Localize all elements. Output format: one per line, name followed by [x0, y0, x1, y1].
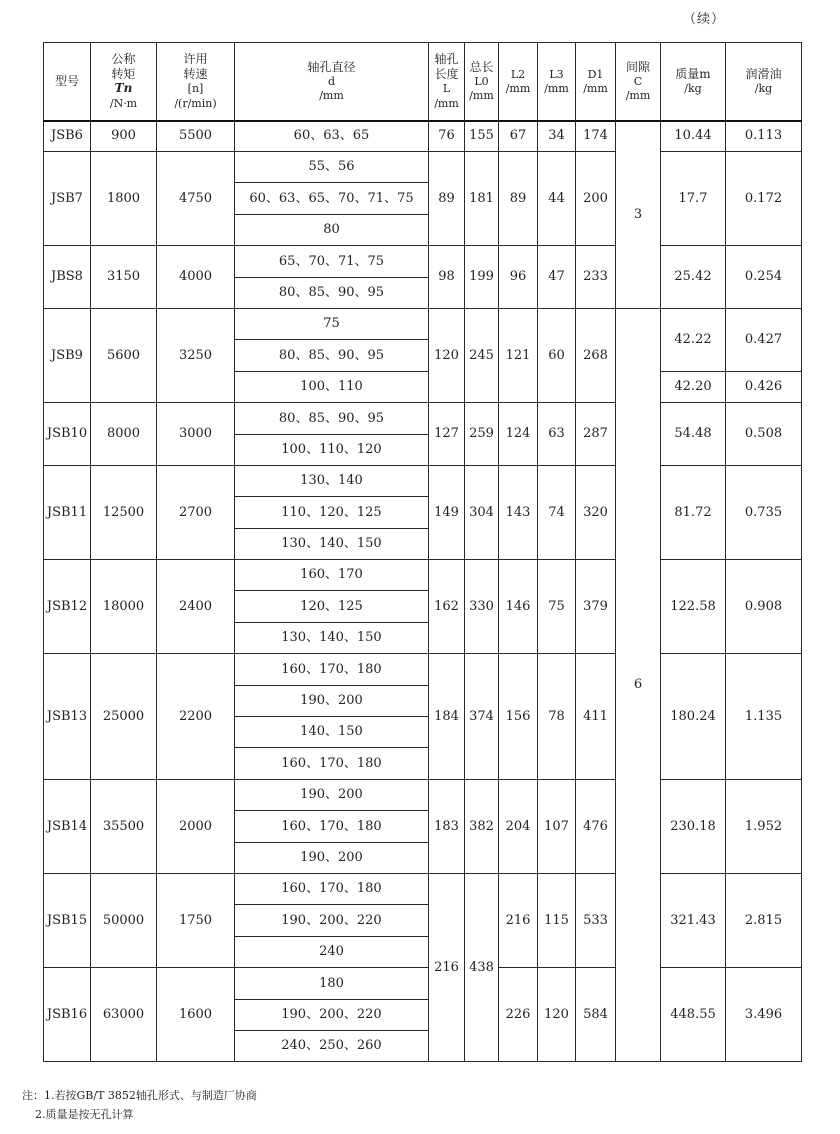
l3-cell: 44 — [538, 152, 576, 246]
continued-label: （续） — [683, 12, 726, 27]
torque-cell: 18000 — [91, 560, 157, 654]
mass-cell: 10.44 — [661, 121, 726, 152]
table-row — [44, 121, 802, 152]
bore-diameter-cell: 75 — [235, 308, 429, 339]
total-length-cell: 199 — [465, 246, 499, 309]
mass-cell: 448.55 — [661, 968, 726, 1062]
mass-cell: 42.20 — [661, 371, 726, 402]
l2-cell: 67 — [499, 121, 538, 152]
torque-cell: 50000 — [91, 873, 157, 967]
gap-cell: 3 — [616, 121, 661, 309]
table-row — [44, 779, 802, 810]
speed-cell: 1750 — [157, 873, 235, 967]
total-length-cell: 438 — [465, 873, 499, 1061]
bore-diameter-cell: 130、140、150 — [235, 528, 429, 559]
speed-cell: 4750 — [157, 152, 235, 246]
l2-cell: 96 — [499, 246, 538, 309]
total-length-cell: 181 — [465, 152, 499, 246]
gap-cell: 6 — [616, 308, 661, 1061]
bore-diameter-cell: 160、170、180 — [235, 654, 429, 685]
oil-cell: 3.496 — [726, 968, 802, 1062]
table-row — [44, 308, 802, 339]
torque-cell: 63000 — [91, 968, 157, 1062]
header-torque: 公称 转矩 Tn /N·m — [91, 43, 157, 121]
speed-cell: 4000 — [157, 246, 235, 309]
total-length-cell: 374 — [465, 654, 499, 780]
model-cell: JBS8 — [44, 246, 91, 309]
header-bore-length: 轴孔 长度 L /mm — [429, 43, 465, 121]
speed-cell: 1600 — [157, 968, 235, 1062]
bore-diameter-cell: 190、200 — [235, 779, 429, 810]
bore-diameter-cell: 180 — [235, 968, 429, 999]
table-row — [44, 246, 802, 277]
model-cell: JSB16 — [44, 968, 91, 1062]
bore-length-cell: 183 — [429, 779, 465, 873]
bore-diameter-cell: 110、120、125 — [235, 497, 429, 528]
l3-cell: 120 — [538, 968, 576, 1062]
speed-cell: 5500 — [157, 121, 235, 152]
total-length-cell: 304 — [465, 465, 499, 559]
bore-diameter-cell: 160、170、180 — [235, 873, 429, 904]
oil-cell: 0.426 — [726, 371, 802, 402]
oil-cell: 0.113 — [726, 121, 802, 152]
header-mass: 质量m /kg — [661, 43, 726, 121]
table-row — [44, 654, 802, 685]
d1-cell: 476 — [576, 779, 616, 873]
header-row — [44, 43, 802, 121]
coupling-spec-table — [43, 42, 802, 1062]
d1-cell: 411 — [576, 654, 616, 780]
table-row — [44, 403, 802, 434]
mass-cell: 54.48 — [661, 403, 726, 466]
torque-cell: 35500 — [91, 779, 157, 873]
header-bore-diameter: 轴孔直径 d /mm — [235, 43, 429, 121]
l2-cell: 143 — [499, 465, 538, 559]
bore-diameter-cell: 160、170、180 — [235, 748, 429, 779]
l2-cell: 226 — [499, 968, 538, 1062]
bore-diameter-cell: 240 — [235, 936, 429, 967]
bore-diameter-cell: 130、140 — [235, 465, 429, 496]
d1-cell: 320 — [576, 465, 616, 559]
bore-length-cell: 216 — [429, 873, 465, 1061]
l3-cell: 75 — [538, 560, 576, 654]
oil-cell: 1.952 — [726, 779, 802, 873]
model-cell: JSB10 — [44, 403, 91, 466]
bore-diameter-cell: 160、170 — [235, 560, 429, 591]
oil-cell: 0.254 — [726, 246, 802, 309]
oil-cell: 1.135 — [726, 654, 802, 780]
bore-length-cell: 76 — [429, 121, 465, 152]
table-row — [44, 968, 802, 999]
bore-diameter-cell: 190、200 — [235, 842, 429, 873]
bore-diameter-cell: 190、200 — [235, 685, 429, 716]
l2-cell: 89 — [499, 152, 538, 246]
model-cell: JSB7 — [44, 152, 91, 246]
table-row — [44, 873, 802, 904]
l3-cell: 47 — [538, 246, 576, 309]
header-l2: L2 /mm — [499, 43, 538, 121]
total-length-cell: 330 — [465, 560, 499, 654]
oil-cell: 0.427 — [726, 308, 802, 371]
bore-diameter-cell: 55、56 — [235, 152, 429, 183]
bore-diameter-cell: 80、85、90、95 — [235, 403, 429, 434]
oil-cell: 0.908 — [726, 560, 802, 654]
l3-cell: 60 — [538, 308, 576, 402]
header-total-length: 总长 L0 /mm — [465, 43, 499, 121]
model-cell: JSB9 — [44, 308, 91, 402]
mass-cell: 81.72 — [661, 465, 726, 559]
l2-cell: 124 — [499, 403, 538, 466]
l2-cell: 216 — [499, 873, 538, 967]
bore-length-cell: 89 — [429, 152, 465, 246]
bore-diameter-cell: 80 — [235, 214, 429, 245]
model-cell: JSB15 — [44, 873, 91, 967]
header-gap: 间隙 C /mm — [616, 43, 661, 121]
bore-diameter-cell: 190、200、220 — [235, 999, 429, 1030]
torque-cell: 1800 — [91, 152, 157, 246]
mass-cell: 17.7 — [661, 152, 726, 246]
bore-diameter-cell: 190、200、220 — [235, 905, 429, 936]
speed-cell: 2000 — [157, 779, 235, 873]
l2-cell: 121 — [499, 308, 538, 402]
d1-cell: 584 — [576, 968, 616, 1062]
bore-diameter-cell: 160、170、180 — [235, 811, 429, 842]
bore-diameter-cell: 60、63、65 — [235, 121, 429, 152]
torque-cell: 8000 — [91, 403, 157, 466]
bore-length-cell: 120 — [429, 308, 465, 402]
oil-cell: 0.735 — [726, 465, 802, 559]
total-length-cell: 245 — [465, 308, 499, 402]
header-l3: L3 /mm — [538, 43, 576, 121]
torque-cell: 12500 — [91, 465, 157, 559]
l2-cell: 146 — [499, 560, 538, 654]
bore-length-cell: 184 — [429, 654, 465, 780]
model-cell: JSB12 — [44, 560, 91, 654]
l3-cell: 107 — [538, 779, 576, 873]
model-cell: JSB13 — [44, 654, 91, 780]
model-cell: JSB14 — [44, 779, 91, 873]
model-cell: JSB11 — [44, 465, 91, 559]
d1-cell: 233 — [576, 246, 616, 309]
l3-cell: 63 — [538, 403, 576, 466]
l3-cell: 74 — [538, 465, 576, 559]
d1-cell: 200 — [576, 152, 616, 246]
bore-length-cell: 149 — [429, 465, 465, 559]
table-row — [44, 560, 802, 591]
bore-diameter-cell: 240、250、260 — [235, 1030, 429, 1061]
bore-length-cell: 127 — [429, 403, 465, 466]
bore-diameter-cell: 80、85、90、95 — [235, 277, 429, 308]
oil-cell: 0.508 — [726, 403, 802, 466]
header-speed: 许用 转速 [n] /(r/min) — [157, 43, 235, 121]
d1-cell: 174 — [576, 121, 616, 152]
speed-cell: 2400 — [157, 560, 235, 654]
torque-cell: 25000 — [91, 654, 157, 780]
footnotes — [22, 1086, 257, 1124]
mass-cell: 42.22 — [661, 308, 726, 371]
mass-cell: 180.24 — [661, 654, 726, 780]
total-length-cell: 155 — [465, 121, 499, 152]
l2-cell: 156 — [499, 654, 538, 780]
note-2: 2.质量是按无孔计算 — [35, 1108, 134, 1121]
header-oil: 润滑油 /kg — [726, 43, 802, 121]
torque-cell: 900 — [91, 121, 157, 152]
bore-diameter-cell: 120、125 — [235, 591, 429, 622]
l3-cell: 115 — [538, 873, 576, 967]
l3-cell: 34 — [538, 121, 576, 152]
speed-cell: 3000 — [157, 403, 235, 466]
bore-diameter-cell: 100、110、120 — [235, 434, 429, 465]
header-model: 型号 — [44, 43, 91, 121]
l3-cell: 78 — [538, 654, 576, 780]
bore-diameter-cell: 60、63、65、70、71、75 — [235, 183, 429, 214]
bore-diameter-cell: 140、150 — [235, 717, 429, 748]
torque-cell: 5600 — [91, 308, 157, 402]
header-d1: D1 /mm — [576, 43, 616, 121]
table-row — [44, 465, 802, 496]
total-length-cell: 382 — [465, 779, 499, 873]
oil-cell: 0.172 — [726, 152, 802, 246]
total-length-cell: 259 — [465, 403, 499, 466]
oil-cell: 2.815 — [726, 873, 802, 967]
note-1: 注：1.若按GB/T 3852轴孔形式、与制造厂协商 — [22, 1089, 257, 1102]
speed-cell: 3250 — [157, 308, 235, 402]
table-row — [44, 152, 802, 183]
l2-cell: 204 — [499, 779, 538, 873]
bore-length-cell: 98 — [429, 246, 465, 309]
bore-diameter-cell: 130、140、150 — [235, 622, 429, 653]
speed-cell: 2200 — [157, 654, 235, 780]
mass-cell: 230.18 — [661, 779, 726, 873]
d1-cell: 268 — [576, 308, 616, 402]
d1-cell: 379 — [576, 560, 616, 654]
bore-length-cell: 162 — [429, 560, 465, 654]
d1-cell: 533 — [576, 873, 616, 967]
d1-cell: 287 — [576, 403, 616, 466]
model-cell: JSB6 — [44, 121, 91, 152]
mass-cell: 321.43 — [661, 873, 726, 967]
bore-diameter-cell: 65、70、71、75 — [235, 246, 429, 277]
torque-cell: 3150 — [91, 246, 157, 309]
speed-cell: 2700 — [157, 465, 235, 559]
mass-cell: 25.42 — [661, 246, 726, 309]
mass-cell: 122.58 — [661, 560, 726, 654]
bore-diameter-cell: 80、85、90、95 — [235, 340, 429, 371]
bore-diameter-cell: 100、110 — [235, 371, 429, 402]
